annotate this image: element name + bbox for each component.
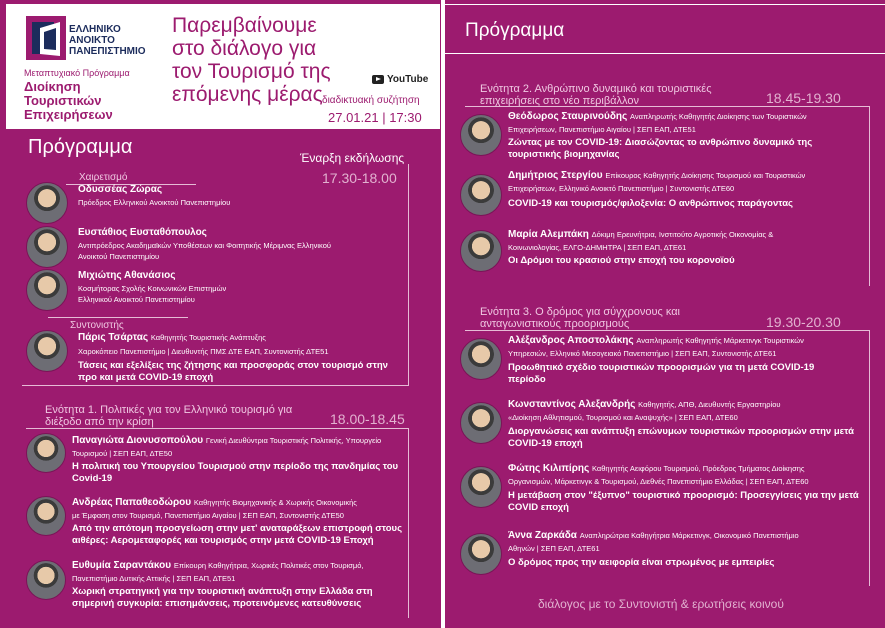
speaker-name: Ευστάθιος Ευσταθόπουλος: [78, 227, 207, 238]
speaker-line: [508, 335, 804, 346]
speaker-name: Ανδρέας Παπαθεοδώρου: [72, 497, 192, 508]
speaker-name: Αλέξανδρος Αποστολάκης: [508, 335, 634, 346]
speaker-talk: Η μετάβαση στον "έξυπνο" τουριστικό προορισμό: Προσεγγίσεις για την μετά COVID εποχή: [508, 490, 859, 513]
speaker-desc: Πρόεδρος Ελληνικού Ανοικτού Πανεπιστημίου: [78, 198, 231, 207]
speaker-line: [72, 560, 363, 571]
speaker-role: Επίκουρος Καθηγητής Διοίκησης Τουρισμού και Τουριστικών: [605, 171, 806, 180]
role-divider: [48, 317, 188, 318]
avatar: [460, 230, 502, 272]
avatar: [460, 114, 502, 156]
moderator-role: Καθηγητής Τουριστικής Ανάπτυξης: [150, 333, 266, 342]
speaker-talk: Από την απότομη προσγείωση στην μετ' αναταράξεων επιστροφή στους αιθέρες: Αερομεταφορές και τουρισμός στην μετά COVID-19 Εποχή: [72, 523, 403, 546]
speaker-name: Δημήτριος Στεργίου: [508, 170, 603, 181]
speaker-line: [508, 463, 805, 474]
speaker-line: [508, 111, 807, 122]
youtube-icon: [372, 75, 384, 84]
speaker-desc: Υπηρεσιών, Ελληνικό Μεσογειακό Πανεπιστήμιο | ΣΕΠ ΕΑΠ, Συντονιστής ΔΤΕ61: [508, 349, 777, 358]
university-logo-icon: [26, 16, 66, 60]
right-panel: [445, 0, 885, 628]
section-1-title: Ενότητα 1. Πολιτικές για τον Ελληνικό τουρισμό για διέξοδο από την κρίση: [45, 404, 293, 428]
speaker-talk: COVID-19 και τουρισμός/φιλοξενία: Ο ανθρώπινος παράγοντας: [508, 198, 793, 209]
left-panel: [0, 0, 441, 628]
speaker-name: Φώτης Κιλιπίρης: [508, 463, 590, 474]
speaker-role: Αναπληρωτής Καθηγητής Μάρκετινγκ Τουριστικών: [636, 336, 804, 345]
speaker-line: [508, 399, 781, 410]
speaker-role: Καθηγητής Αειφόρου Τουρισμού, Πρόεδρος Τμήματος Διοίκησης: [591, 464, 805, 473]
speaker-line: [508, 170, 805, 181]
moderator-name: Πάρις Τσάρτας: [78, 332, 149, 343]
speaker-desc: Επιχειρήσεων, Πανεπιστήμιο Αιγαίου | ΣΕΠ ΕΑΠ, ΔΤΕ51: [508, 125, 696, 134]
moderator-label: Συντονιστής: [70, 320, 124, 331]
start-label: Έναρξη εκδήλωσης: [300, 151, 405, 165]
program-heading: Πρόγραμμα: [28, 136, 133, 158]
speaker-name: Θεόδωρος Σταυρινούδης: [508, 111, 628, 122]
avatar: [460, 174, 502, 216]
speaker-role: Αναπληρωτής Καθηγητής Διοίκησης των Τουριστικών: [630, 112, 807, 121]
speaker-talk: Διοργανώσεις και ανάπτυξη επώνυμων τουριστικών προορισμών στην μετά COVID-19 εποχή: [508, 426, 854, 449]
program-name: Διοίκηση Τουριστικών Επιχειρήσεων: [24, 79, 113, 122]
speaker-desc: Πανεπιστήμιο Δυτικής Αττικής | ΣΕΠ ΕΑΠ, ΔΤΕ51: [72, 574, 236, 583]
speaker-role: Καθηγητής Βιομηχανικής & Χωρικής Οικονομικής: [193, 498, 357, 507]
speaker-desc: Τουρισμού | ΣΕΠ ΕΑΠ, ΔΤΕ50: [72, 449, 173, 458]
youtube-badge: [372, 74, 428, 85]
speaker-name: Παναγιώτα Διονυσοπούλου: [72, 435, 204, 446]
speaker-name: Άννα Ζαρκάδα: [508, 530, 577, 541]
speaker-name: Μαρία Αλεμπάκη: [508, 229, 589, 240]
speaker-talk: Ζώντας με τον COVID-19: Διασώζοντας το ανθρώπινο δυναμικό της τουριστικής βιομηχανίας: [508, 137, 813, 160]
event-title: Παρεμβαίνουμε στο διάλογο για τον Τουρισμό της επόμενης μέρας: [172, 14, 331, 106]
speaker-desc: «Διοίκηση Αθλητισμού, Τουρισμού και Αναψυχής» | ΣΕΠ ΕΑΠ, ΔΤΕ60: [508, 413, 738, 422]
avatar: [460, 338, 502, 380]
avatar: [26, 226, 68, 268]
start-time: 17.30-18.00: [322, 170, 397, 186]
avatar: [26, 330, 68, 372]
speaker-desc: Κοινωνιολογίας, ΕΛΓΟ-ΔΗΜΗΤΡΑ | ΣΕΠ ΕΑΠ, ΔΤΕ61: [508, 243, 687, 252]
speaker-line: [72, 435, 381, 446]
speaker-role: Επίκουρη Καθηγήτρια, Χωρικές Πολιτικές στον Τουρισμό,: [173, 561, 364, 570]
speaker-desc: με Έμφαση στον Τουρισμό, Πανεπιστήμιο Αιγαίου | ΣΕΠ ΕΑΠ, Συντονιστής ΔΤΕ50: [72, 511, 344, 520]
avatar: [26, 269, 68, 311]
avatar: [460, 466, 502, 508]
avatar: [26, 560, 66, 600]
speaker-desc: Αντιπρόεδρος Ακαδημαϊκών Υποθέσεων και Φοιτητικής Μέριμνας Ελληνικού Ανοικτού Πανεπιστημίου: [78, 241, 331, 261]
speaker-role: Αναπληρώτρια Καθηγήτρια Μάρκετινγκ, Οικονομικό Πανεπιστήμιο: [579, 531, 799, 540]
avatar: [460, 402, 502, 444]
welcome-label: Χαιρετισμό: [79, 172, 128, 183]
avatar: [26, 496, 66, 536]
discussion-label: διαδικτυακή συζήτηση: [322, 95, 420, 106]
speaker-desc: Αθηνών | ΣΕΠ ΕΑΠ, ΔΤΕ61: [508, 544, 600, 553]
moderator-desc: Χαροκόπειο Πανεπιστήμιο | Διευθυντής ΠΜΣ ΔΤΕ ΕΑΠ, Συντονιστής ΔΤΕ51: [78, 347, 329, 356]
speaker-line: [508, 530, 799, 541]
section-2-time: 18.45-19.30: [766, 90, 841, 106]
speaker-role: Καθηγητής, ΑΠΘ, Διευθυντής Εργαστηρίου: [638, 400, 781, 409]
speaker-line: [508, 229, 773, 240]
speaker-desc: Επιχειρήσεων, Ελληνικό Ανοικτό Πανεπιστήμιο | Συντονιστής ΔΤΕ60: [508, 184, 735, 193]
speaker-talk: Χωρική στρατηγική για την τουριστική ανάπτυξη στην Ελλάδα στη σημερινή συγκυρία: επισημάνσεις, προτεινόμενες κατευθύνσεις: [72, 586, 373, 609]
moderator-talk: Τάσεις και εξελίξεις της ζήτησης και προσφοράς στον τουρισμό στην προ και μετά COVID-19 εποχή: [78, 360, 388, 383]
avatar: [26, 182, 68, 224]
speaker-talk: Η πολιτική του Υπουργείου Τουρισμού στην περίοδο της πανδημίας του Covid-19: [72, 461, 399, 484]
speaker-desc: Οργανισμών, Μάρκετινγκ & Τουρισμού, Διεθνές Πανεπιστήμιο Ελλάδας | ΣΕΠ ΕΑΠ, ΔΤΕ60: [508, 477, 809, 486]
section-1-time: 18.00-18.45: [330, 411, 405, 427]
section-3-title: Ενότητα 3. Ο δρόμος για σύγχρονους και ανταγωνιστικούς προορισμούς: [480, 306, 680, 330]
university-name: ΕΛΛΗΝΙΚΟ ΑΝΟΙΚΤΟ ΠΑΝΕΠΙΣΤΗΜΙΟ: [69, 24, 146, 57]
program-label: Μεταπτυχιακό Πρόγραμμα: [24, 68, 130, 78]
speaker-name: Μιχιώτης Αθανάσιος: [78, 270, 176, 281]
speaker-name: Ευθυμία Σαραντάκου: [72, 560, 172, 571]
youtube-label: YouTube: [387, 74, 429, 85]
header-card: [6, 4, 440, 129]
avatar: [460, 533, 502, 575]
moderator-line: [78, 332, 266, 343]
program-heading: Πρόγραμμα: [465, 20, 565, 41]
speaker-talk: Οι Δρόμοι του κρασιού στην εποχή του κορονοϊού: [508, 255, 735, 266]
speaker-line: [72, 497, 357, 508]
avatar: [26, 433, 66, 473]
section-3-time: 19.30-20.30: [766, 314, 841, 330]
speaker-role: Γενική Διευθύντρια Τουριστικής Πολιτικής, Υπουργείο: [205, 436, 382, 445]
speaker-role: Δόκιμη Ερευνήτρια, Ινστιτούτο Αγροτικής Οικονομίας &: [591, 230, 774, 239]
section-2-title: Ενότητα 2. Ανθρώπινο δυναμικό και τουριστικές επιχειρήσεις στο νέο περιβάλλον: [480, 83, 712, 107]
speaker-talk: Ο δρόμος προς την αειφορία είναι στρωμένος με εμπειρίες: [508, 557, 775, 568]
closing-note: διάλογος με το Συντονιστή & ερωτήσεις κοινού: [538, 597, 784, 611]
speaker-talk: Προωθητικό σχέδιο τουριστικών προορισμών για τη μετά COVID-19 περίοδο: [508, 362, 815, 385]
speaker-name: Οδυσσέας Ζώρας: [78, 184, 163, 195]
speaker-name: Κωνσταντίνος Αλεξανδρής: [508, 399, 636, 410]
event-datetime: 27.01.21 | 17:30: [328, 110, 422, 125]
speaker-desc: Κοσμήτορας Σχολής Κοινωνικών Επιστημών Ελληνικού Ανοικτού Πανεπιστημίου: [78, 284, 227, 304]
